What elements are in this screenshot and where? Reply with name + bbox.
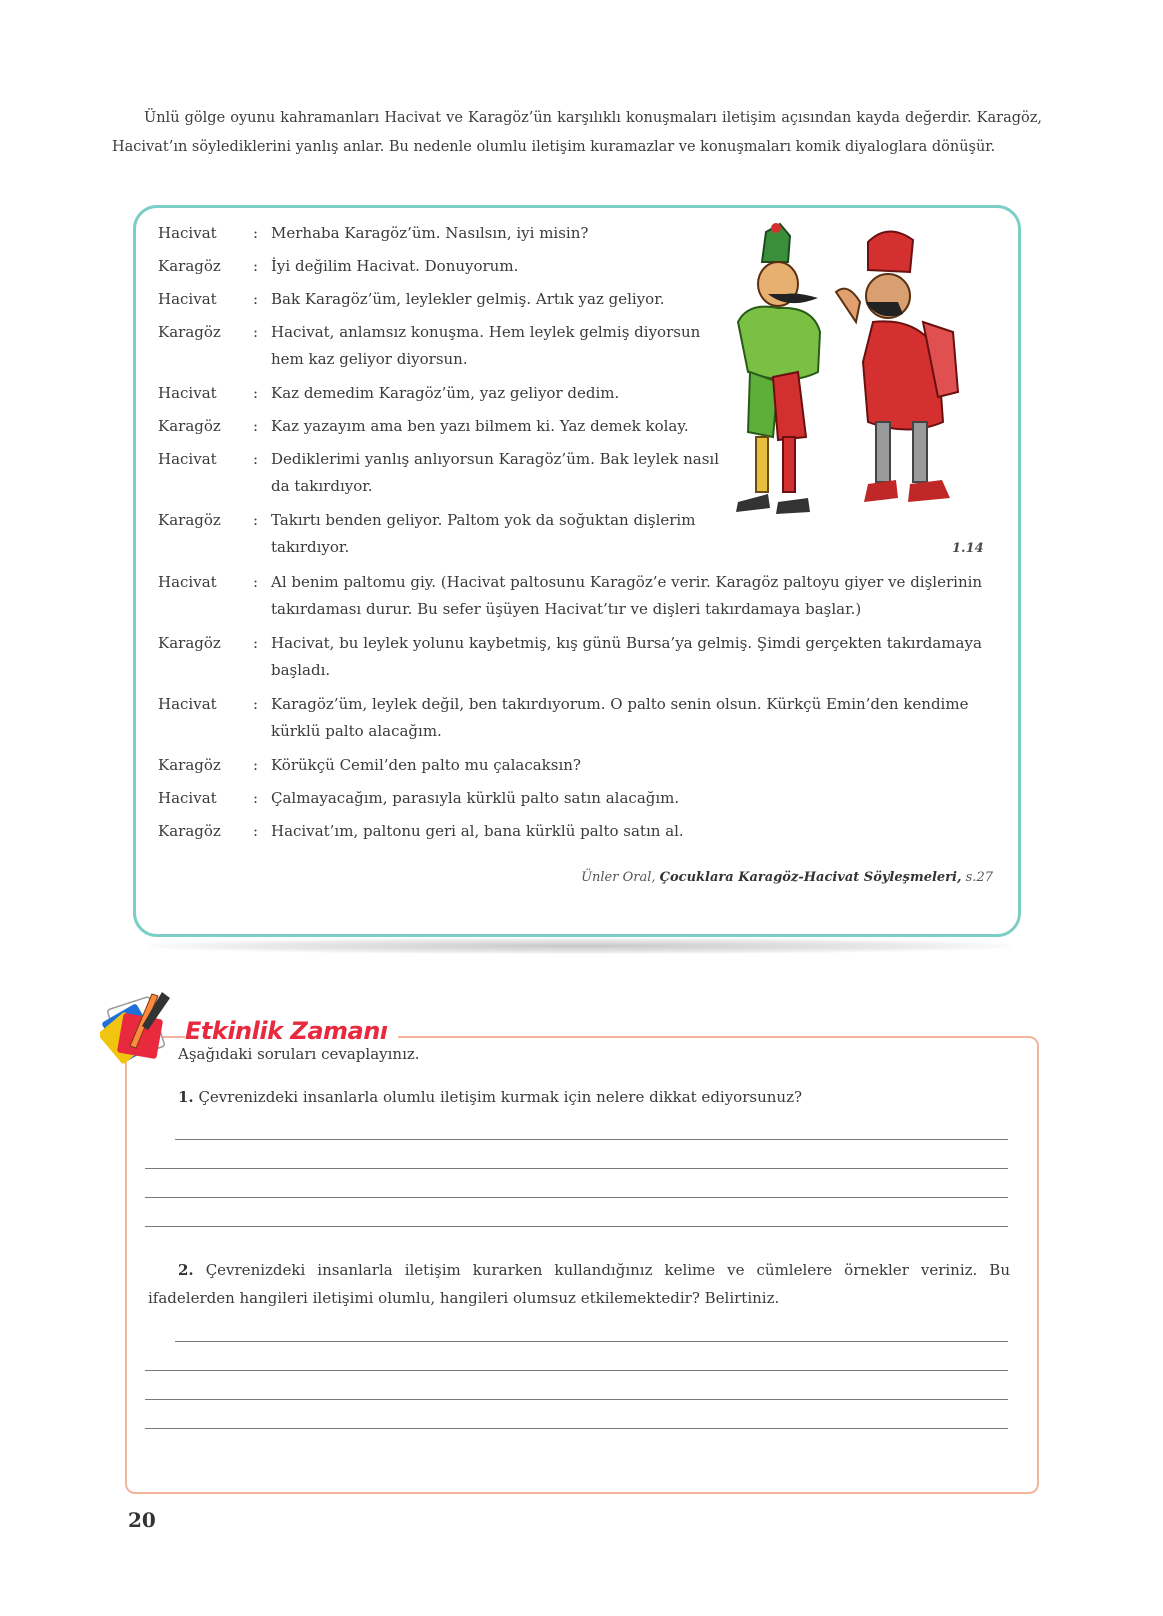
colon: : <box>253 257 259 275</box>
dialogue-text: Dediklerimi yanlış anlıyorsun Karagöz’üm. Bak leylek nasıl da takırdıyor. <box>271 450 720 495</box>
colon: : <box>253 511 259 529</box>
question-1 <box>178 1083 1008 1111</box>
colon: : <box>253 224 259 242</box>
karagoz-hacivat-puppets-illustration <box>728 222 978 532</box>
dialogue-text: Takırtı benden geliyor. Paltom yok da soğuktan dişlerim takırdıyor. <box>271 511 696 556</box>
speaker-name: Hacivat <box>158 573 217 591</box>
dialogue-text: Hacivat, bu leylek yolunu kaybetmiş, kış günü Bursa’ya gelmiş. Şimdi gerçekten takırdamaya başladı. <box>271 634 982 679</box>
dialogue-text: Karagöz’üm, leylek değil, ben takırdıyorum. O palto senin olsun. Kürkçü Emin’den kendime kürklü palto alacağım. <box>271 695 969 740</box>
source-page: s.27 <box>965 870 993 885</box>
colon: : <box>253 822 259 840</box>
question-number: 1. <box>178 1088 194 1106</box>
colon: : <box>253 634 259 652</box>
question-number: 2. <box>178 1261 194 1279</box>
speaker-name: Karagöz <box>158 257 221 275</box>
question-text: Çevrenizdeki insanlarla iletişim kurarken kullandığınız kelime ve cümlelere örnekler veriniz. Bu ifadelerden hangileri iletişimi olumlu, hangileri olumsuz etkilemektedir? Belirtiniz. <box>148 1261 1010 1307</box>
answer-line[interactable] <box>175 1139 1008 1140</box>
dialogue-text: Al benim paltomu giy. (Hacivat paltosunu Karagöz’e verir. Karagöz paltoyu giyer ve dişlerinin takırdaması durur. Bu sefer üşüyen Hacivat’tır ve dişleri takırdamaya başlar.) <box>271 573 983 618</box>
answer-line[interactable] <box>145 1428 1008 1429</box>
page-number: 20 <box>128 1508 156 1532</box>
speaker-name: Hacivat <box>158 224 217 242</box>
answer-line[interactable] <box>145 1168 1008 1169</box>
colon: : <box>253 450 259 468</box>
source-author: Ünler Oral, <box>581 870 656 885</box>
answer-line[interactable] <box>145 1399 1008 1400</box>
speaker-name: Karagöz <box>158 634 221 652</box>
question-text: Çevrenizdeki insanlarla olumlu iletişim kurmak için nelere dikkat ediyorsunuz? <box>198 1088 803 1106</box>
answer-line[interactable] <box>175 1341 1008 1342</box>
speaker-name: Karagöz <box>158 756 221 774</box>
speaker-name: Karagöz <box>158 822 221 840</box>
source-citation <box>581 870 993 885</box>
speaker-name: Hacivat <box>158 290 217 308</box>
dialogue-text: Körükçü Cemil’den palto mu çalacaksın? <box>271 756 581 774</box>
source-title: Çocuklara Karagöz-Hacivat Söyleşmeleri, <box>659 870 962 885</box>
papers-pencil-icon <box>100 988 180 1068</box>
colon: : <box>253 290 259 308</box>
speaker-name: Hacivat <box>158 384 217 402</box>
colon: : <box>253 384 259 402</box>
hacivat-puppet <box>736 223 820 514</box>
colon: : <box>253 789 259 807</box>
speaker-name: Karagöz <box>158 323 221 341</box>
answer-line[interactable] <box>145 1197 1008 1198</box>
colon: : <box>253 756 259 774</box>
speaker-name: Hacivat <box>158 789 217 807</box>
intro-paragraph: Ünlü gölge oyunu kahramanları Hacivat ve Karagöz’ün karşılıklı konuşmaları iletişim açısından kayda değerdir. Karagöz, Hacivat’ın söylediklerini yanlış anlar. Bu nedenle olumlu iletişim kuramazlar ve konuşmaları komik diyaloglara dönüşür. <box>112 110 1042 155</box>
colon: : <box>253 323 259 341</box>
speaker-name: Hacivat <box>158 450 217 468</box>
dialogue-text: İyi değilim Hacivat. Donuyorum. <box>271 257 519 275</box>
speaker-name: Karagöz <box>158 511 221 529</box>
dialogue-text: Çalmayacağım, parasıyla kürklü palto satın alacağım. <box>271 789 680 807</box>
activity-instruction: Aşağıdaki soruları cevaplayınız. <box>178 1045 420 1063</box>
dialogue-text: Hacivat, anlamsız konuşma. Hem leylek gelmiş diyorsun hem kaz geliyor diyorsun. <box>271 323 701 368</box>
colon: : <box>253 695 259 713</box>
dialogue-text: Kaz yazayım ama ben yazı bilmem ki. Yaz demek kolay. <box>271 417 689 435</box>
dialogue-text: Merhaba Karagöz’üm. Nasılsın, iyi misin? <box>271 224 589 242</box>
colon: : <box>253 573 259 591</box>
answer-line[interactable] <box>145 1370 1008 1371</box>
speaker-name: Hacivat <box>158 695 217 713</box>
colon: : <box>253 417 259 435</box>
speaker-name: Karagöz <box>158 417 221 435</box>
karagoz-puppet <box>836 231 958 502</box>
dialogue-text: Kaz demedim Karagöz’üm, yaz geliyor dedim. <box>271 384 620 402</box>
dialogue-text: Hacivat’ım, paltonu geri al, bana kürklü palto satın al. <box>271 822 684 840</box>
dialogue-text: Bak Karagöz’üm, leylekler gelmiş. Artık yaz geliyor. <box>271 290 665 308</box>
activity-title: Etkinlik Zamanı <box>185 1017 398 1045</box>
dialogue-box-shadow <box>150 938 1010 954</box>
question-2 <box>148 1256 1010 1312</box>
figure-label: 1.14 <box>952 541 984 556</box>
answer-line[interactable] <box>145 1226 1008 1227</box>
